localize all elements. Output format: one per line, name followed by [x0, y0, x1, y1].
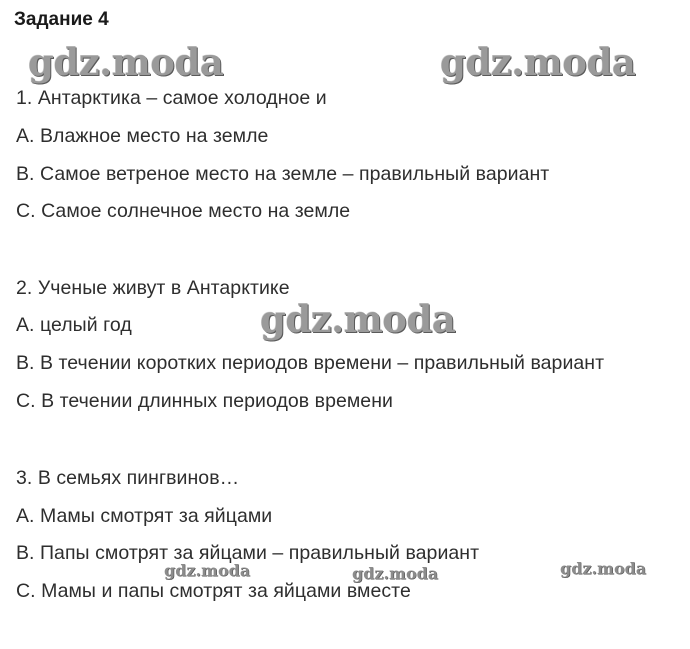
watermark-logo: gdz.moda [560, 559, 647, 578]
answer-option: C. В течении длинных периодов времени [16, 390, 393, 412]
answer-option: B. В течении коротких периодов времени – правильный вариант [16, 352, 605, 374]
question-text: 1. Антарктика – самое холодное и [16, 87, 327, 109]
answer-option: C. Мамы и папы смотрят за яйцами вместе [16, 580, 411, 602]
answer-option: A. Влажное место на земле [16, 125, 269, 147]
watermark-logo: gdz.moda [164, 561, 251, 580]
question-text: 3. В семьях пингвинов… [16, 467, 240, 489]
watermark-logo: gdz.moda [440, 40, 636, 84]
task-title: Задание 4 [14, 9, 109, 30]
answer-option: C. Самое солнечное место на земле [16, 200, 351, 222]
answer-option: A. целый год [16, 314, 132, 336]
answer-option: A. Мамы смотрят за яйцами [16, 505, 273, 527]
question-text: 2. Ученые живут в Антарктике [16, 277, 290, 299]
watermark-logo: gdz.moda [28, 40, 224, 84]
answer-option: B. Самое ветреное место на земле – правильный вариант [16, 163, 550, 185]
answer-option: B. Папы смотрят за яйцами – правильный вариант [16, 542, 480, 564]
watermark-logo: gdz.moda [260, 297, 456, 341]
watermark-logo: gdz.moda [352, 564, 439, 583]
